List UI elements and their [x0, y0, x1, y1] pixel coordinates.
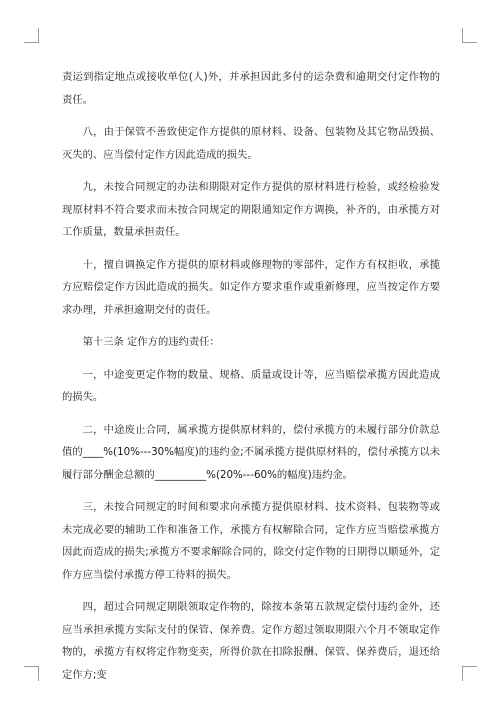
paragraph-item-8: 八，由于保管不善致使定作方提供的原材料、设备、包装物及其它物品毁损、灭失的、应当偿付定作方因此造成的损失。	[62, 126, 440, 161]
paragraph-clause-1: 一，中途变更定作物的数量、规格、质量或设计等，应当赔偿承揽方因此造成的损失。	[62, 368, 440, 403]
crop-mark-bottom-left	[24, 666, 39, 681]
document-body	[62, 66, 440, 696]
paragraph-item-10: 十，擅自调换定作方提供的原材料或修理物的零部件，定作方有权拒收，承揽方应赔偿定作方因此造成的损失。如定作方要求重作或重新修理，应当按定作方要求办理，并承担逾期交付的责任。	[62, 258, 440, 316]
paragraph-clause-3: 三，未按合同规定的时间和要求向承揽方提供原材料、技术资料、包装物等或未完成必要的辅助工作和准备工作，承揽方有权解除合同，定作方应当赔偿承揽方因此而造成的损失;承揽方不要求解除合同的，除交付定作物的日期得以顺延外，定作方应当偿付承揽方停工待料的损失。	[62, 501, 440, 581]
article-13-heading: 第十三条 定作方的违约责任：	[82, 336, 220, 348]
crop-mark-bottom-right	[462, 666, 477, 681]
paragraph-item-9: 九，未按合同规定的办法和期限对定作方提供的原材料进行检验，或经检验发现原材料不符合要求而未按合同规定的期限通知定作方调换，补齐的，由承揽方对工作质量，数量承担责任。	[62, 181, 440, 238]
paragraph-clause-2: 二，中途废止合同，属承揽方提供原材料的，偿付承揽方的未履行部分价款总值的____%(10%---30%幅度)的违约金;不属承揽方提供原材料的，偿付承揽方以未履行部分酬金总额的__________%(20%---60%的幅度)违约金。	[62, 423, 440, 481]
crop-mark-top-left	[24, 28, 39, 43]
crop-mark-top-right	[462, 28, 477, 43]
paragraph-continuation: 责运到指定地点或接收单位(人)外，并承担因此多付的运杂费和逾期交付定作物的责任。	[62, 71, 440, 106]
paragraph-clause-4: 四，超过合同规定期限领取定作物的，除按本条第五款规定偿付违约金外，还应当承担承揽方实际支付的保管、保养费。定作方超过领取期限六个月不领取定作物的，承揽方有权将定作物变卖，所得价款在扣除报酬、保管、保养费后，退还给定作方;变	[62, 601, 440, 681]
